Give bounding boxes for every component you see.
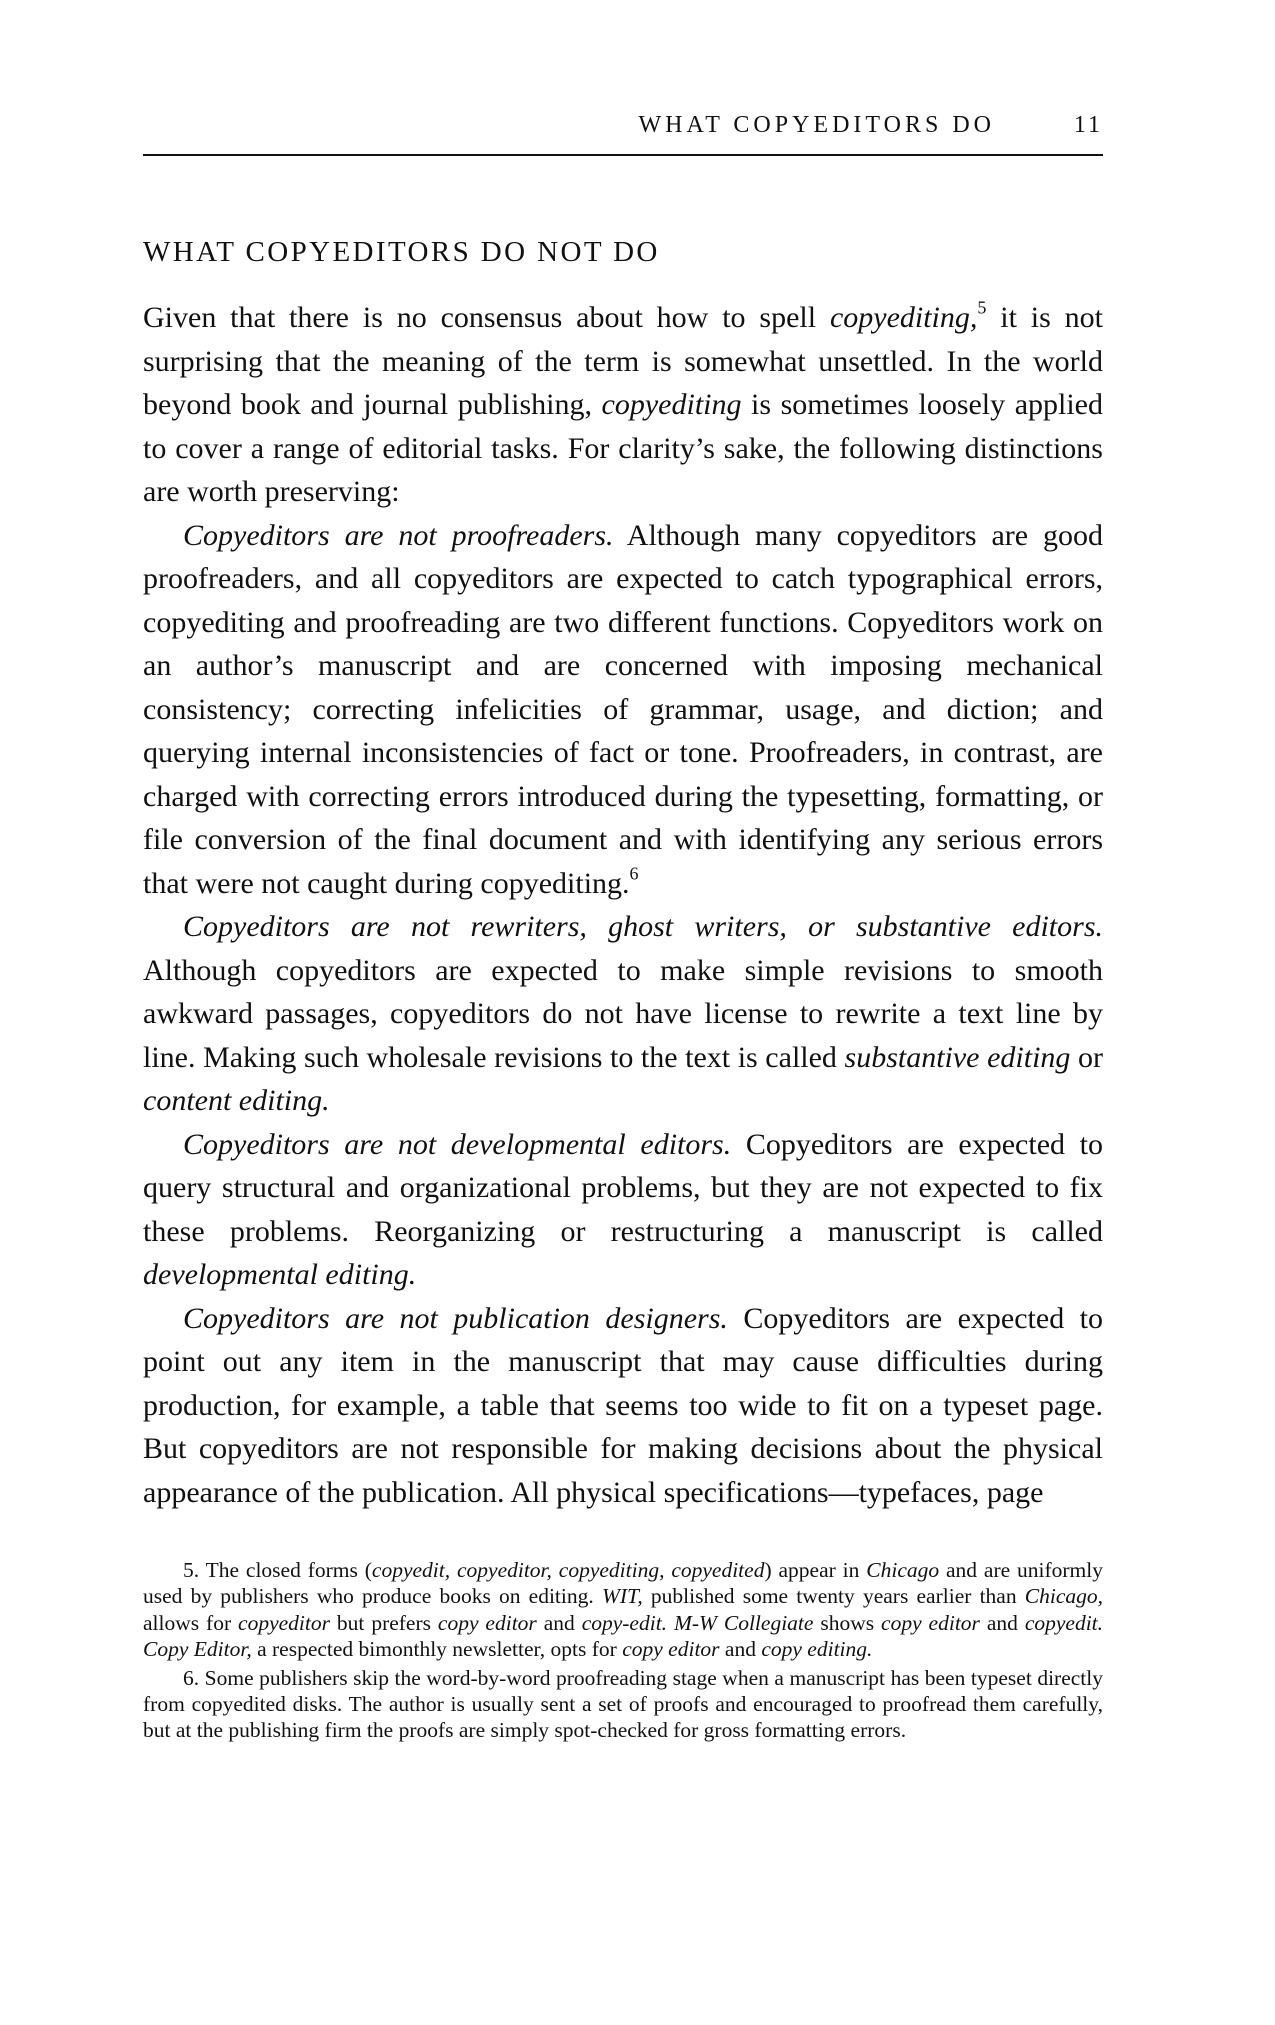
footnotes bbox=[143, 1557, 1103, 1746]
paragraph-3: Copyeditors are not rewriters, ghost writers, or substantive editors. Although copyeditors are expected to make simple revisions to smooth awkward passages, copyeditors do not have license to rewrite a text line by line. Making such wholesale revisions to the text is called substantive editing or content editing. bbox=[143, 910, 1103, 1117]
footnote-ref-6[interactable]: 6 bbox=[629, 863, 639, 883]
running-head-title: WHAT COPYEDITORS DO bbox=[638, 112, 995, 138]
section-title: WHAT COPYEDITORS DO NOT DO bbox=[143, 236, 660, 268]
running-head bbox=[143, 112, 1103, 156]
body-text bbox=[143, 296, 1103, 1514]
paragraph-2: Copyeditors are not proofreaders. Although many copyeditors are good proofreaders, and all copyeditors are expected to catch typographical errors, copyediting and proofreading are two different functions. Copyeditors work on an author’s manuscript and are concerned with imposing mechanical consistency; correcting infelicities of grammar, usage, and diction; and querying internal inconsistencies of fact or tone. Proofreaders, in contrast, are charged with correcting errors introduced during the typesetting, formatting, or file conversion of the final document and with identifying any serious errors that were not caught during copyediting.$^6$ bbox=[143, 518, 1104, 900]
footnote-ref-5[interactable]: 5 bbox=[977, 297, 987, 318]
footnote-6: 6. Some publishers skip the word-by-word proofreading stage when a manuscript has been typeset directly from copyedited disks. The author is usually sent a set of proofs and encouraged to proofread them carefully, but at the publishing firm the proofs are simply spot-checked for gross formatting errors. bbox=[143, 1665, 1103, 1743]
page-number: 11 bbox=[1073, 112, 1103, 138]
paragraph-1: Given that there is no consensus about how to spell copyediting,$^5$ it is not surprising that the meaning of the term is somewhat unsettled. In the world beyond book and journal publishing, copyediting is sometimes loosely applied to cover a range of editorial tasks. For clarity’s sake, the following distinctions are worth preserving: bbox=[143, 297, 1104, 508]
footnote-5: 5. The closed forms (copyedit, copyeditor, copyediting, copyedited) appear in Chicago and are uniformly used by publishers who produce books on editing. WIT, published some twenty years earlier than Chicago, allows for copyeditor but prefers copy editor and copy-edit. M-W Collegiate shows copy editor and copyedit. Copy Editor, a respected bimonthly newsletter, opts for copy editor and copy editing. bbox=[143, 1558, 1104, 1662]
paragraph-5: Copyeditors are not publication designers. Copyeditors are expected to point out any item in the manuscript that may cause difficulties during production, for example, a table that seems too wide to fit on a typeset page. But copyeditors are not responsible for making decisions about the physical appearance of the publication. All physical specifications—typefaces, page bbox=[143, 1301, 1103, 1509]
paragraph-4: Copyeditors are not developmental editors. Copyeditors are expected to query structural and organizational problems, but they are not expected to fix these problems. Reorganizing or restructuring a manuscript is called developmental editing. bbox=[143, 1127, 1104, 1291]
